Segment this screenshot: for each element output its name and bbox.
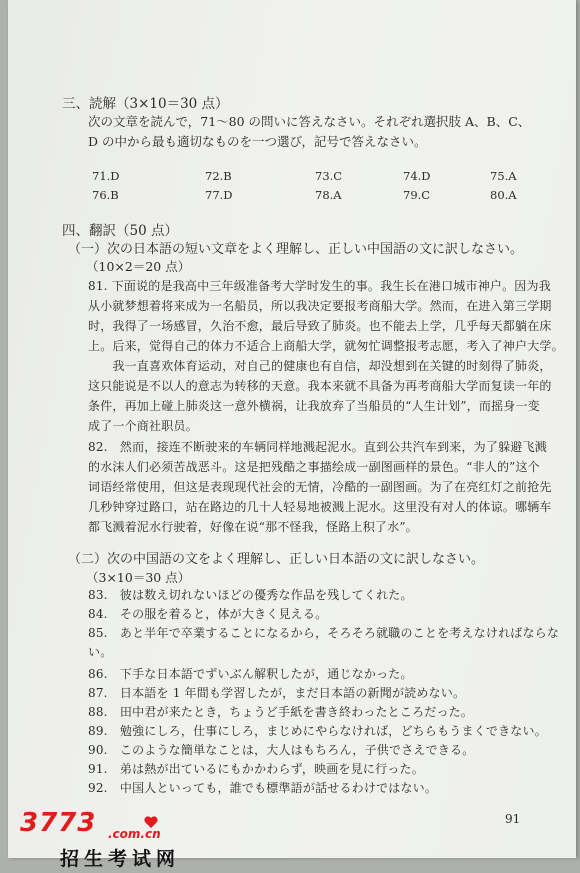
q82-line-2: 的水沫人们必须苦战恶斗。这是把残酷之事描绘成一副图画样的景色。“非人的”这个 (88, 460, 540, 474)
q83: 83. 彼は数え切れないほどの優秀な作品を残してくれた。 (88, 588, 413, 602)
q88: 88. 田中君が来たとき，ちょうど手紙を書き終わったところだった。 (88, 705, 474, 719)
answer-80: 80.A (490, 188, 517, 202)
answer-74: 74.D (403, 169, 431, 183)
q81-line-2: 从小就梦想着将来成为一名船员，所以我决定要报考商船大学。然而，在进入第三学期 (88, 299, 552, 313)
q81-line-1: 81. 下面说的是我高中三年级准备考大学时发生的事。我生长在港口城市神户。因为我 (88, 279, 551, 293)
answer-79: 79.C (403, 188, 431, 202)
q82-line-1: 82. 然而，接连不断驶来的车辆同样地溅起泥水。直到公共汽车到来，为了躲避飞溅 (88, 440, 547, 454)
q84: 84. その服を着ると，体が大きく見える。 (88, 607, 328, 621)
watermark-logo: 3773 (20, 808, 97, 838)
q81-line-8: 成了一个商社职员。 (88, 419, 198, 433)
q87: 87. 日本語を 1 年間も学習したが，まだ日本語の新聞が読めない。 (88, 686, 466, 700)
q82-line-4: 几秒钟穿过路口，站在路边的几十人轻易地被溅上泥水。这里没有对人的体谅。哪辆车 (88, 500, 552, 514)
part2-score: （3×10＝30 点） (86, 570, 191, 585)
part1-score: （10×2＝20 点） (86, 259, 191, 274)
answer-71: 71.D (92, 169, 120, 183)
q82-line-5: 都飞溅着泥水行驶着，好像在说“那不怪我，怪路上积了水”。 (88, 520, 418, 534)
q81-line-7: 条件，再加上碰上肺炎这一意外横祸，让我放弃了当船员的“人生计划”，而摇身一变 (88, 399, 540, 413)
q91: 91. 弟は熱が出ているにもかかわらず，映画を見に行った。 (88, 762, 424, 776)
q86: 86. 下手な日本語でずいぶん解釈したが，通じなかった。 (88, 667, 413, 681)
answer-77: 77.D (205, 188, 233, 202)
q85-line-1: 85. あと半年で卒業することになるから，そろそろ就職のことを考えなければならな (88, 626, 560, 640)
q89: 89. 勉強にしろ，仕事にしろ，まじめにやらなければ，どちらもうまくできない。 (88, 724, 547, 738)
answer-76: 76.B (92, 188, 119, 202)
section3-instruction-line1: 次の文章を読んで，71～80 の問いに答えなさい。それぞれ選択肢 A、B、C、 (88, 114, 531, 129)
watermark-tagline: 招生考试网 (60, 848, 181, 870)
q82-line-3: 词语经常使用，但这是表现现代社会的无情，冷酷的一副图画。为了在亮红灯之前抢先 (88, 480, 552, 494)
page-number: 91 (505, 812, 521, 826)
q81-line-3: 时，我得了一场感冒，久治不愈，最后导致了肺炎。也不能去上学，几乎每天都躺在床 (88, 319, 552, 333)
q81-line-6: 这只能说是不以人的意志为转移的天意。我本来就不具备为再考商船大学而复读一年的 (88, 379, 552, 393)
answer-73: 73.C (315, 169, 343, 183)
part2-title: （二）次の中国語の文をよく理解し、正しい日本語の文に訳しなさい。 (68, 552, 485, 567)
watermark-domain: .com.cn (108, 827, 161, 841)
q90: 90. このような簡単なことは，大人はもちろん，子供でさえできる。 (88, 743, 475, 757)
section3-heading: 三、読解（3×10＝30 点） (62, 96, 229, 112)
answer-75: 75.A (490, 169, 517, 183)
q81-line-4: 上。后来，觉得自己的体力不适合上商船大学，就匆忙调整报考志愿，考入了神户大学。 (88, 339, 564, 353)
section4-heading: 四、翻訳（50 点） (62, 223, 178, 239)
section3-instruction-line2: D の中から最も適切なものを一つ選び，記号で答えなさい。 (88, 134, 427, 149)
q81-line-5: 我一直喜欢体育运动，对自己的健康也有自信，却没想到在关键的时刻得了肺炎， (88, 359, 552, 373)
q92: 92. 中国人といっても，誰でも標準語が話せるわけではない。 (88, 781, 438, 795)
answer-72: 72.B (205, 169, 232, 183)
answer-78: 78.A (315, 188, 342, 202)
q85-line-2: い。 (88, 645, 113, 659)
part1-title: （一）次の日本語の短い文章をよく理解し、正しい中国語の文に訳しなさい。 (68, 242, 524, 257)
